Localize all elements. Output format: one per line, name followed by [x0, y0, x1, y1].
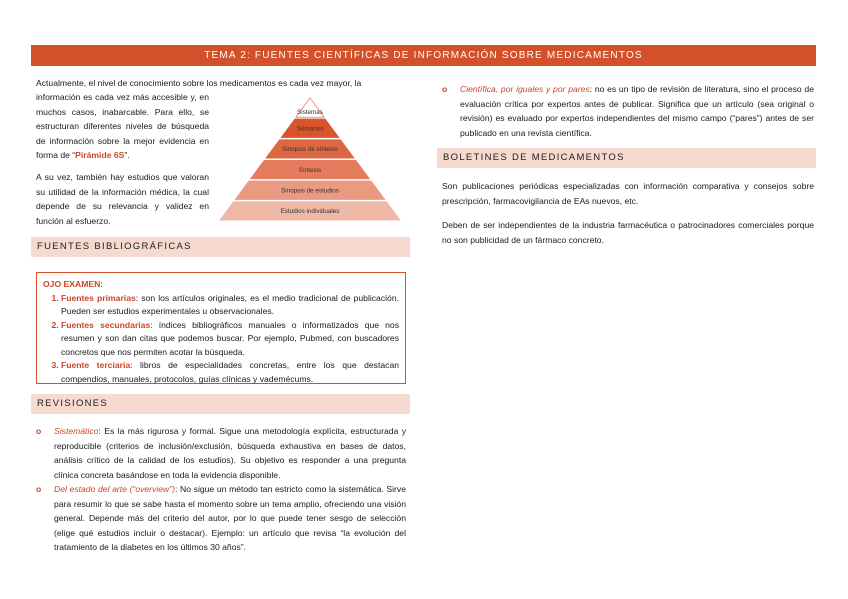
- exam-colon: :: [100, 279, 103, 289]
- pyramid-label-1: Sistemas: [297, 109, 323, 117]
- page-title-banner: TEMA 2: FUENTES CIENTÍFICAS DE INFORMACIÓN SOBRE MEDICAMENTOS: [31, 45, 816, 66]
- fuente-text: : son los artículos originales, es el medio tradicional de publicación. Pueden ser estudios experimentales u observacionales.: [61, 292, 399, 316]
- section-header-boletines: BOLETINES DE MEDICAMENTOS: [437, 148, 816, 168]
- fuente-label: Fuentes primarias: [61, 292, 136, 303]
- intro-text-c: ”.: [124, 150, 130, 160]
- list-item-estado-del-arte: [36, 482, 406, 555]
- bullet-icon: o: [36, 484, 42, 494]
- fuente-label: Fuente terciaria: [61, 360, 131, 370]
- revision-term: Del estado del arte (“overview”): [54, 484, 175, 494]
- exam-title: OJO EXAMEN: [43, 279, 101, 289]
- section-header-fuentes: FUENTES BIBLIOGRÁFICAS: [31, 237, 410, 257]
- revision-text: : Es la más rigurosa y formal. Sigue una metodología explícita, estructurada y reproducible (criterios de inclusión/exclusión, búsqueda exhaustiva en bases de datos, análisis crítico de la calidad de los estudios). Su objetivo es responder a una pregunta clínica concreta basándose en toda la evidencia disponible.: [54, 426, 406, 480]
- list-item-fuente-primaria: [61, 292, 399, 319]
- pyramid-label-5: Sinopsis de estudios: [281, 187, 339, 195]
- revision-term: Científica, por iguales y por pares: [460, 84, 590, 94]
- pyramid-label-3: Sinopsis de síntesis: [282, 146, 338, 154]
- fuente-text: : índices bibliográficos manuales o informatizados que nos resumen y son dan citas que podemos buscar. Por ejemplo, Pubmed, con buscadores concretos que nos permiten acotar la búsqueda.: [61, 319, 399, 357]
- intro-text-b: información es cada vez más accesible y, en muchos casos, inabarcable. Para ello, se estructuran diferentes niveles de búsqueda de información sobre la mejor evidencia en forma de “: [36, 92, 209, 160]
- pyramid-label-2: Sumarios: [296, 125, 324, 133]
- list-item-sistematico: [36, 424, 406, 482]
- fuente-label: Fuentes secundarias: [61, 319, 151, 330]
- piramide-6s-highlight: Pirámide 6S: [75, 150, 125, 160]
- bullet-icon: o: [442, 84, 448, 94]
- revision-term: Sistemático: [54, 426, 99, 436]
- boletines-paragraph-1: Son publicaciones periódicas especializadas con información comparativa y consejos sobre prescripción, farmacovigilancia de EAs nuevos, etc.: [442, 181, 814, 206]
- fuentes-list: [43, 292, 399, 387]
- intro-paragraph-line1: [36, 76, 406, 91]
- list-item-cientifica: [442, 82, 814, 140]
- revision-text: : No sigue un método tan estricto como la sistemática. Sirve para resumir lo que se sabe hasta el momento sobre un tema amplio, ofreciendo una visión general. Depende más del criterio del autor, por lo que puede tener sesgo de selección (elige qué estudios incluir o destacar). Ejemplo: un artículo que revisa “la evolución del tratamiento de la diabetes en los últimos 30 años”.: [54, 484, 406, 552]
- boletines-paragraph-2: Deben de ser independientes de la industria farmacéutica o patrocinadores comerciales porque no son publicidad de un fármaco concreto.: [442, 220, 814, 245]
- intro-text-a: Actualmente, el nivel de conocimiento sobre los medicamentos es cada vez mayor, la: [36, 78, 362, 88]
- exam-box-title: [43, 278, 399, 292]
- pyramid-6s-diagram: [210, 96, 410, 226]
- pyramid-label-6: Estudios individuales: [280, 208, 340, 216]
- exam-box: [36, 272, 406, 384]
- pyramid-label-4: Síntesis: [298, 166, 322, 174]
- list-item-fuente-secundaria: [61, 319, 399, 360]
- intro-paragraph: [36, 90, 209, 163]
- list-item-fuente-terciaria: [61, 359, 399, 386]
- revision-text: : no es un tipo de revisión de literatura, sino el proceso de evaluación crítica por expertos antes de publicar. Significa que un artículo (sea original o revisión) es evaluado por expertos independientes del mismo campo (“pares”) antes de ser publicado en una revista científica.: [460, 84, 814, 138]
- bullet-icon: o: [36, 426, 42, 436]
- section-header-revisiones: REVISIONES: [31, 394, 410, 414]
- fuente-text: : libros de especialidades concretas, entre los que destacan compendios, manuales, protocolos, guías clínicas y vademécums.: [61, 360, 399, 384]
- intro-paragraph-2: A su vez, también hay estudios que valoran su utilidad de la información médica, la cual depende de su relevancia y validez en función al esfuerzo.: [36, 172, 209, 226]
